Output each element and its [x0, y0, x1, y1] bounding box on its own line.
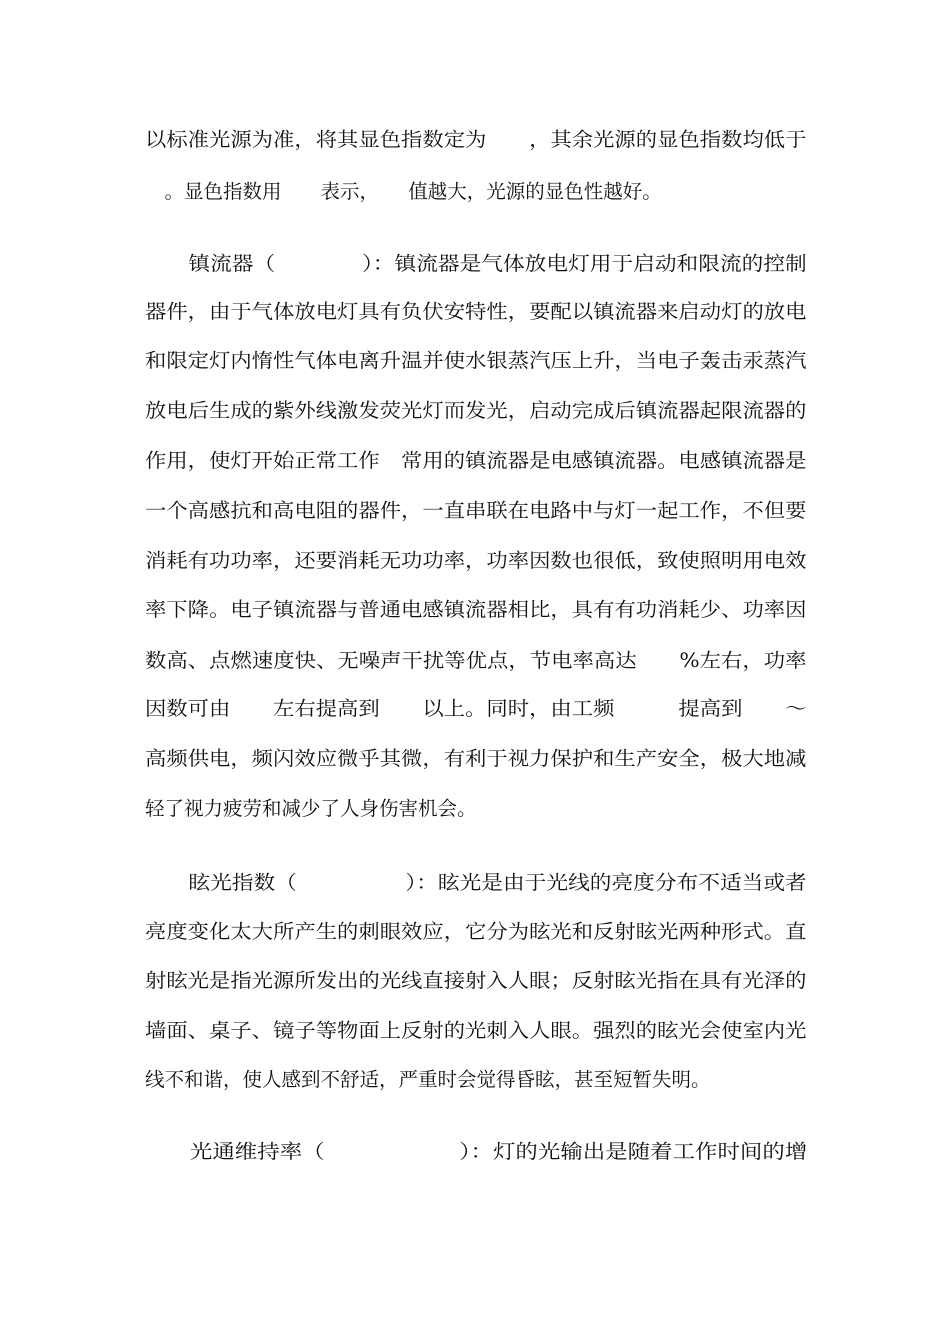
text-line: 消耗有功功率，还要消耗无功功率，功率因数也很低，致使照明用电效	[145, 549, 807, 572]
text-line: 数高、点燃速度快、无噪声干扰等优点，节电率高达 %左右，功率	[145, 649, 807, 672]
text-line: 以标准光源为准，将其显色指数定为 ，其余光源的显色指数均低于	[145, 128, 807, 151]
text-line: 率下降。电子镇流器与普通电感镇流器相比，具有有功消耗少、功率因	[145, 598, 807, 621]
text-line: 和限定灯内惰性气体电离升温并使水银蒸汽压上升，当电子轰击汞蒸汽	[145, 349, 807, 372]
text-line: 轻了视力疲劳和减少了人身伤害机会。	[145, 797, 477, 820]
text-line: 亮度变化太大所产生的刺眼效应，它分为眩光和反射眩光两种形式。直	[145, 920, 807, 943]
text-line: 线不和谐，使人感到不舒适，严重时会觉得昏眩，甚至短暂失明。	[145, 1068, 711, 1091]
text-line: 光通维持率（ ）：灯的光输出是随着工作时间的增	[145, 1140, 808, 1163]
text-line: 高频供电，频闪效应微乎其微，有利于视力保护和生产安全，极大地减	[145, 747, 807, 770]
text-line: 因数可由 左右提高到 以上。同时，由工频 提高到 ～	[145, 697, 807, 720]
text-line: 器件，由于气体放电灯具有负伏安特性，要配以镇流器来启动灯的放电	[145, 300, 807, 323]
text-line: 墙面、桌子、镜子等物面上反射的光刺入人眼。强烈的眩光会使室内光	[145, 1019, 807, 1042]
text-line: 镇流器（ ）：镇流器是气体放电灯用于启动和限流的控制	[145, 252, 807, 275]
text-line: 。显色指数用 表示， 值越大，光源的显色性越好。	[145, 180, 662, 203]
text-line: 眩光指数（ ）：眩光是由于光线的亮度分布不适当或者	[145, 871, 807, 894]
text-line: 作用，使灯开始正常工作 常用的镇流器是电感镇流器。电感镇流器是	[145, 449, 807, 472]
text-line: 射眩光是指光源所发出的光线直接射入人眼；反射眩光指在具有光泽的	[145, 969, 807, 992]
text-line: 一个高感抗和高电阻的器件，一直串联在电路中与灯一起工作，不但要	[145, 499, 807, 522]
text-line: 放电后生成的紫外线激发荧光灯而发光，启动完成后镇流器起限流器的	[145, 399, 807, 422]
